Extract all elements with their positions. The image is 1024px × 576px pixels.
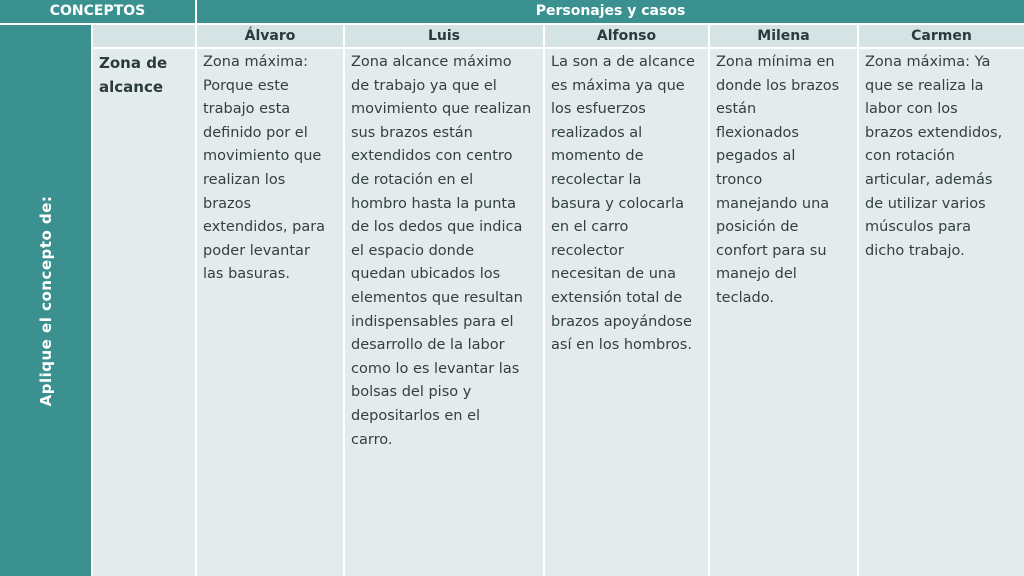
character-luis: Luis xyxy=(345,25,543,47)
case-cell-luis: Zona alcance máximo de trabajo ya que el movimiento que realizan sus brazos están extendidos con centro de rotación en el hombro hasta la punta de los dedos que indica el espacio donde quedan ubicados los elementos que resultan indispensables para el desarrollo de la labor como lo es levantar las bolsas del piso y depositarlos en el carro. xyxy=(345,49,543,576)
subheader-blank xyxy=(93,25,195,47)
character-carmen: Carmen xyxy=(859,25,1024,47)
case-cell-alvaro: Zona máxima: Porque este trabajo esta definido por el movimiento que realizan los brazos extendidos, para poder levantar las basuras. xyxy=(197,49,343,576)
character-alvaro: Álvaro xyxy=(197,25,343,47)
case-cell-carmen: Zona máxima: Ya que se realiza la labor con los brazos extendidos, con rotación articular, además de utilizar varios músculos para dicho trabajo. xyxy=(859,49,1024,576)
case-cell-alfonso: La son a de alcance es máxima ya que los esfuerzos realizados al momento de recolectar la basura y colocarla en el carro recolector necesitan de una extensión total de brazos apoyándose así en los hombros. xyxy=(545,49,708,576)
character-alfonso: Alfonso xyxy=(545,25,708,47)
case-cell-milena: Zona mínima en donde los brazos están flexionados pegados al tronco manejando una posición de confort para su manejo del teclado. xyxy=(710,49,857,576)
header-cases: Personajes y casos xyxy=(197,0,1024,23)
side-label-cell xyxy=(0,25,91,576)
concept-zona-de-alcance: Zona de alcance xyxy=(93,49,195,576)
character-milena: Milena xyxy=(710,25,857,47)
header-concepts: CONCEPTOS xyxy=(0,0,195,23)
side-label: Aplique el concepto de: xyxy=(36,195,55,406)
